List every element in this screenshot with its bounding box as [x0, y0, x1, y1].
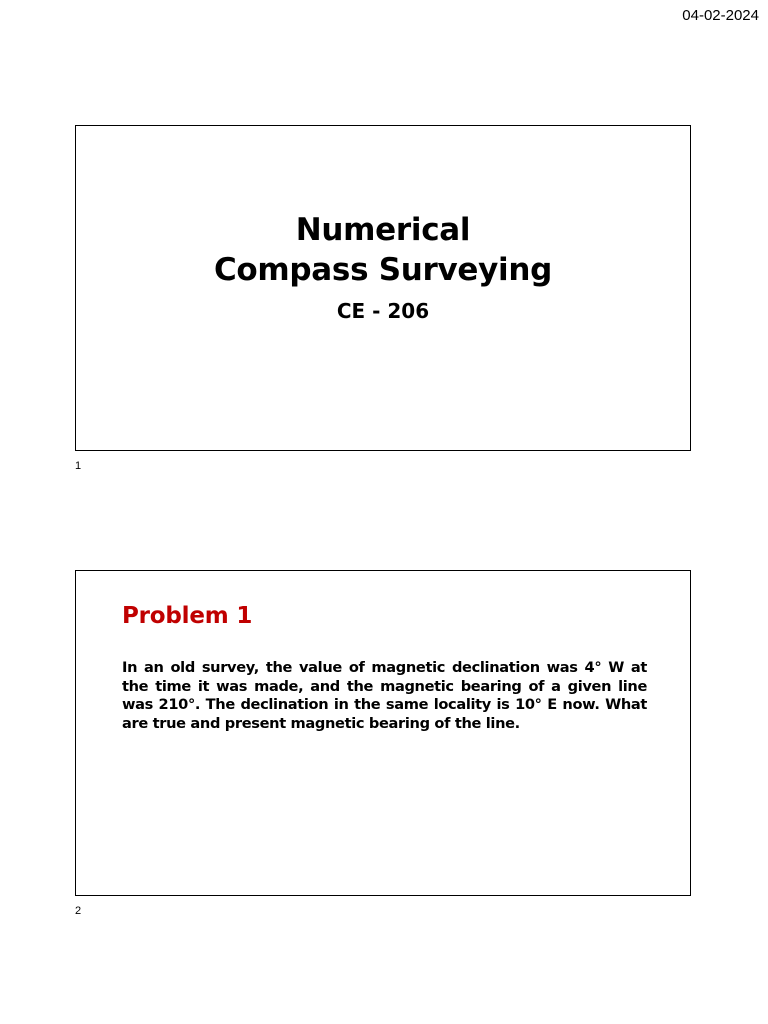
slide-2	[75, 570, 691, 896]
problem-heading: Problem 1	[122, 603, 253, 629]
slide-title-line-2: Compass Surveying	[213, 252, 553, 288]
slide-1	[75, 125, 691, 451]
page-date: 04-02-2024	[682, 7, 759, 24]
problem-text: In an old survey, the value of magnetic declination was 4° W at the time it was made, and the magnetic bearing of a given line was 210°. The declination in the same locality is 10° E now. What are true and present magnetic bearing of the line.	[122, 659, 647, 732]
slide-number-2: 2	[75, 905, 82, 917]
title-block	[76, 210, 690, 324]
slide-number-1: 1	[75, 460, 82, 472]
slide-title-line-1: Numerical	[295, 212, 471, 248]
course-code: CE - 206	[336, 299, 430, 323]
